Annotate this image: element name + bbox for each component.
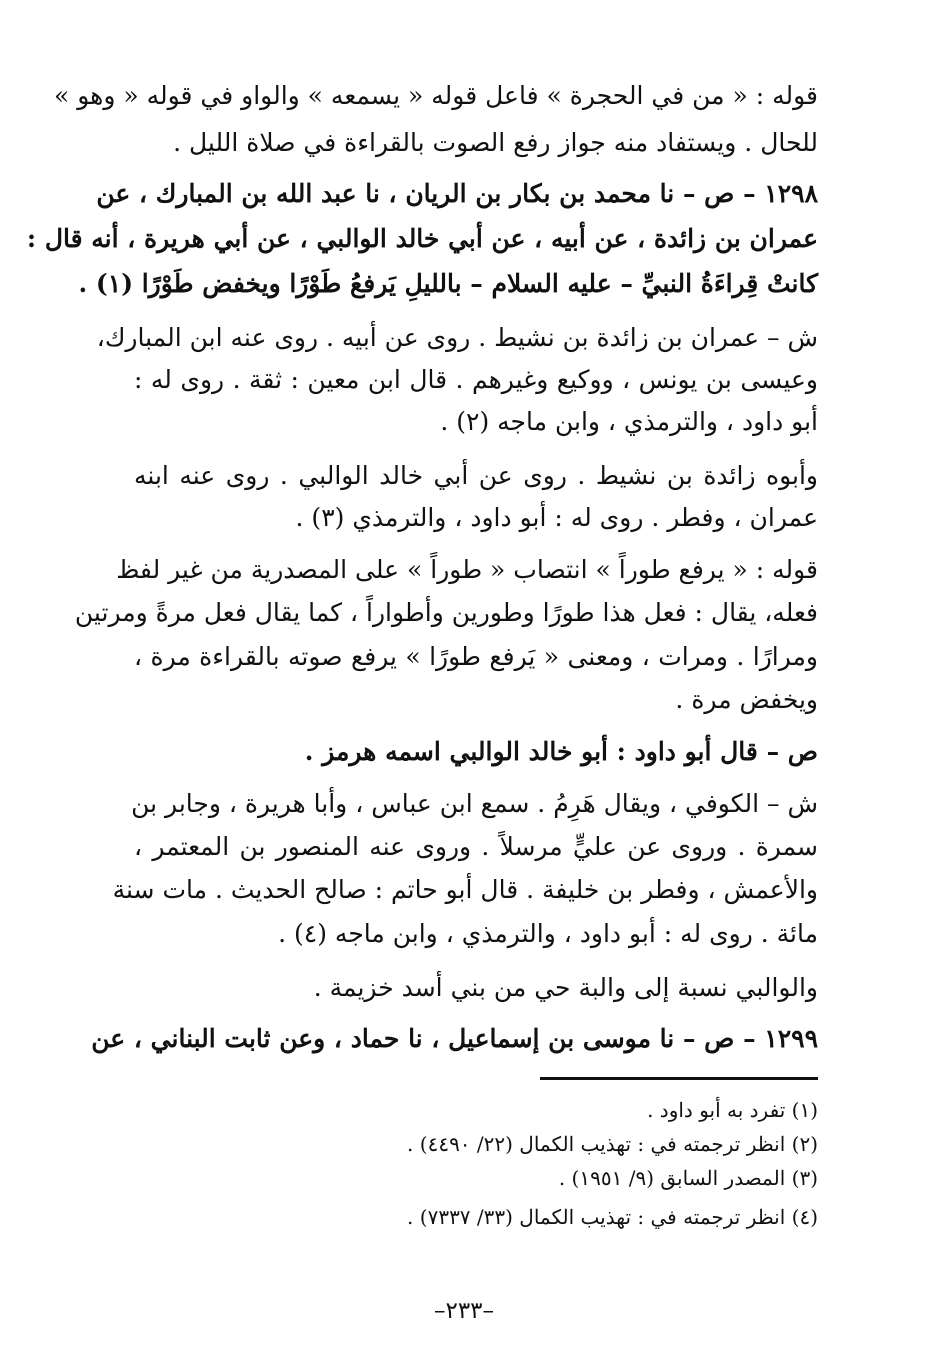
hadith-line: ١٢٩٨ – ص – نا محمد بن بكار بن الريان ، نا عبد الله بن المبارك ، عن bbox=[96, 179, 818, 208]
text-line: مائة . روى له : أبو داود ، والترمذي ، وابن ماجه (٤) . bbox=[278, 919, 818, 948]
text-line: للحال . ويستفاد منه جواز رفع الصوت بالقراءة في صلاة الليل . bbox=[173, 128, 818, 157]
text-line: فعله، يقال : فعل هذا طورًا وطورين وأطواراً ، كما يقال فعل مرةً ومرتين bbox=[74, 598, 818, 627]
hadith-line: ص – قال أبو داود : أبو خالد الوالبي اسمه هرمز . bbox=[304, 737, 818, 766]
footnote: (٣) المصدر السابق (٩/ ١٩٥١) . bbox=[558, 1166, 818, 1190]
footnote: (١) تفرد به أبو داود . bbox=[647, 1098, 818, 1122]
text-line: ش – عمران بن زائدة بن نشيط . روى عن أبيه . روى عنه ابن المبارك، bbox=[96, 323, 818, 352]
hadith-line: ١٢٩٩ – ص – نا موسى بن إسماعيل ، نا حماد ، وعن ثابت البناني ، عن bbox=[91, 1024, 818, 1053]
text-line: قوله : « يرفع طوراً » انتصاب « طوراً » على المصدرية من غير لفظ bbox=[116, 555, 818, 584]
hadith-line: كانتْ قِراءَةُ النبيِّ – عليه السلام – بالليلِ يَرفعُ طَوْرًا ويخفض طَوْرًا (١) . bbox=[78, 269, 818, 298]
footnote: (٤) انظر ترجمته في : تهذيب الكمال (٣٣/ ٧٣٣٧) . bbox=[407, 1205, 818, 1229]
hadith-line: عمران بن زائدة ، عن أبيه ، عن أبي خالد الوالبي ، عن أبي هريرة ، أنه قال : bbox=[26, 224, 818, 253]
text-line: أبو داود ، والترمذي ، وابن ماجه (٢) . bbox=[440, 407, 818, 436]
text-line: ومرارًا . ومرات ، ومعنى « يَرفع طورًا » يرفع صوته بالقراءة مرة ، bbox=[134, 642, 818, 671]
footnote-divider bbox=[540, 1077, 818, 1080]
text-line: سمرة . وروى عن عليٍّ مرسلاً . وروى عنه المنصور بن المعتمر ، bbox=[134, 832, 818, 861]
text-line: ويخفض مرة . bbox=[675, 685, 818, 714]
text-line: والأعمش ، وفطر بن خليفة . قال أبو حاتم : صالح الحديث . مات سنة bbox=[112, 875, 818, 904]
text-line: قوله : « من في الحجرة » فاعل قوله « يسمعه » والواو في قوله « وهو » bbox=[53, 81, 818, 110]
text-line: ش – الكوفي ، ويقال هَرِمُ . سمع ابن عباس ، وأبا هريرة ، وجابر بن bbox=[131, 789, 818, 818]
footnote: (٢) انظر ترجمته في : تهذيب الكمال (٢٢/ ٤٤٩٠) . bbox=[407, 1132, 818, 1156]
text-line: والوالبي نسبة إلى والبة حي من بني أسد خزيمة . bbox=[313, 973, 818, 1002]
text-line: عمران ، وفطر . روى له : أبو داود ، والترمذي (٣) . bbox=[295, 503, 818, 532]
text-line: وعيسى بن يونس ، ووكيع وغيرهم . قال ابن معين : ثقة . روى له : bbox=[134, 365, 818, 394]
page-number: –٢٣٣– bbox=[433, 1298, 495, 1324]
text-line: وأبوه زائدة بن نشيط . روى عن أبي خالد الوالبي . روى عنه ابنه bbox=[134, 461, 818, 490]
